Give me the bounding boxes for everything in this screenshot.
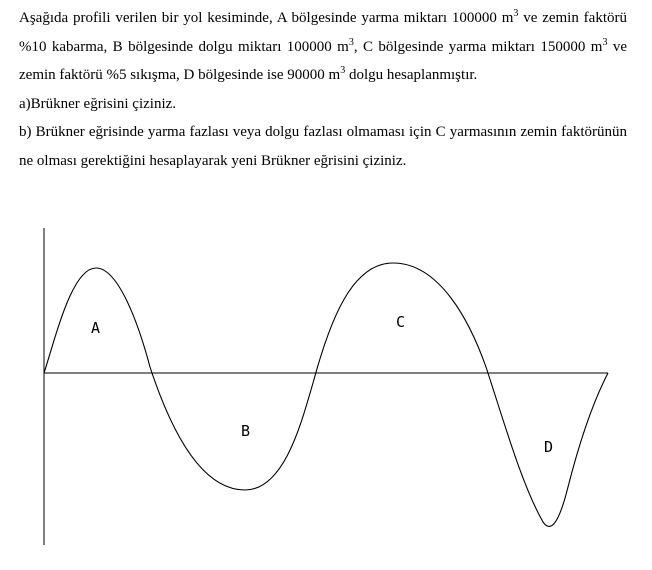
question-a: a)Brükner eğrisini çiziniz.	[19, 95, 177, 112]
cubic-exponent: 3	[348, 36, 354, 48]
intro-part-1: Aşağıda profili verilen bir yol kesiminde, A bölgesinde yarma miktarı 100000 m	[19, 10, 514, 26]
question-b: b) Brükner eğrisinde yarma fazlası veya dolgu fazlası olmaması için C yarmasının zemin faktörünün ne olması gerektiğini hesaplayarak yeni Brükner eğrisini çiziniz.	[19, 124, 627, 169]
cubic-exponent: 3	[340, 65, 346, 77]
intro-part-5: dolgu hesaplanmıştır.	[345, 67, 478, 84]
cubic-exponent: 3	[602, 36, 608, 48]
intro-part-4: ve zemin faktörü %5 sıkışma, D bölgesinde ise 90000 m	[19, 38, 627, 84]
region-label-a: A	[91, 319, 101, 337]
intro-part-2: ve zemin faktörü %10 kabarma, B bölgesinde dolgu miktarı 100000 m	[19, 10, 627, 55]
intro-part-3: , C bölgesinde yarma miktarı 150000 m	[353, 38, 603, 55]
profile-curve	[44, 263, 608, 526]
region-label-d: D	[544, 438, 554, 456]
region-label-b: B	[241, 422, 251, 440]
cubic-exponent: 3	[513, 8, 519, 19]
region-label-c: C	[396, 313, 406, 331]
